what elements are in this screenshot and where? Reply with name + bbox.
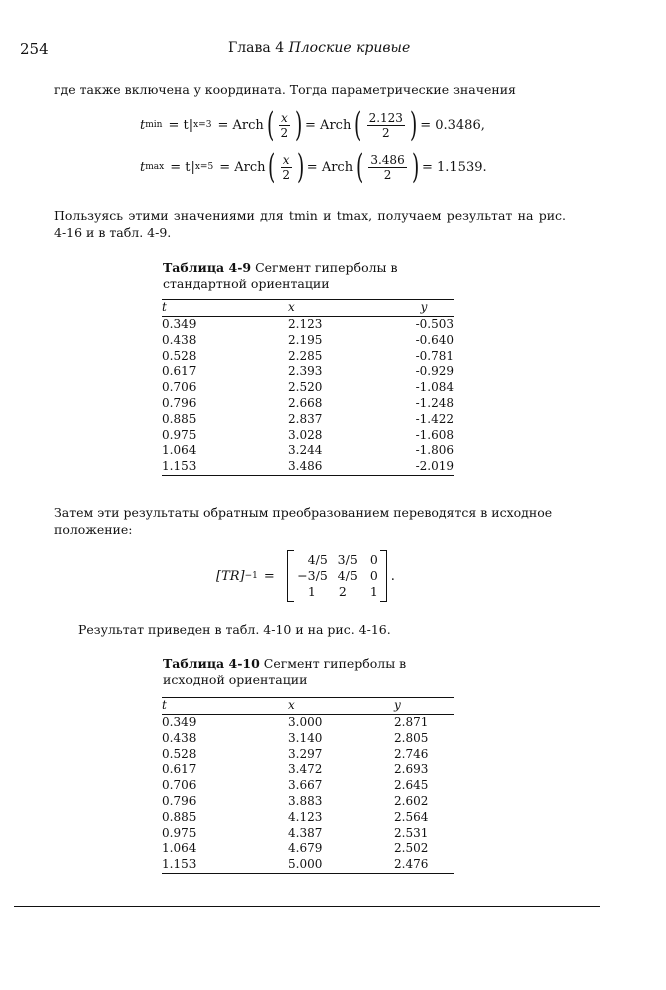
cell-y: 2.746	[394, 746, 429, 761]
table-row	[162, 810, 454, 826]
matrix-exponent: −1	[244, 571, 258, 581]
cell-x: 3.140	[288, 730, 323, 745]
frac-denominator: 2	[383, 167, 392, 182]
table-row	[162, 380, 454, 396]
cell-t: 0.796	[162, 395, 197, 410]
cell-t: 0.349	[162, 715, 197, 729]
col-header-y: y	[420, 300, 428, 314]
cell-y: -1.084	[415, 380, 454, 395]
cell-t: 0.706	[162, 380, 197, 395]
cell-x: 3.883	[288, 793, 323, 808]
eq-tmax-lhs: t	[140, 159, 146, 175]
paren-right: )	[409, 105, 418, 145]
matrix-grid	[294, 552, 380, 600]
table-row	[162, 762, 454, 778]
col-header-y: y	[394, 698, 401, 712]
cell-x: 2.668	[288, 395, 323, 410]
eq-tmax-frac2	[368, 153, 406, 182]
cell-x: 3.000	[288, 715, 323, 729]
cell-x: 3.486	[288, 459, 394, 475]
cell-x: 2.285	[288, 348, 323, 363]
cell-x: 4.679	[288, 841, 323, 856]
cell-x: 3.472	[288, 762, 323, 777]
eq-tmin-arch2: = Arch	[305, 117, 352, 133]
table-row	[162, 396, 454, 412]
col-header-t: t	[162, 698, 167, 712]
frac-denominator: 2	[280, 125, 289, 140]
eq-tmax-cond: x=5	[194, 162, 214, 172]
matrix-cell: 0	[369, 552, 378, 567]
paren-left: (	[356, 147, 364, 187]
paren-right: )	[296, 147, 304, 187]
cell-t: 0.975	[162, 825, 197, 840]
cell-y: 2.805	[394, 730, 429, 745]
cell-t: 0.706	[162, 778, 197, 793]
cell-y: 2.645	[394, 778, 429, 793]
table-row	[162, 778, 454, 794]
eq-tmin-arch1: = Arch	[217, 117, 264, 133]
table-row	[162, 349, 454, 365]
frac-numerator: x	[280, 110, 288, 125]
matrix-cell: 3/5	[337, 552, 358, 567]
cell-t: 0.438	[162, 730, 197, 745]
running-head	[228, 40, 410, 56]
matrix-lhs: [TR]	[216, 568, 245, 584]
paren-right: )	[294, 105, 303, 145]
eq-tmax-arch1: = Arch	[219, 159, 266, 175]
table-row	[162, 715, 454, 731]
table2-caption-text: Сегмент гиперболы в исходной ориентации	[163, 656, 407, 687]
matrix-equals: =	[263, 568, 275, 584]
paragraph-transform: Затем эти результаты обратным преобразованием переводятся в исходное положение:	[54, 505, 553, 537]
cell-y: -1.248	[415, 395, 454, 410]
table-row	[162, 428, 454, 444]
equation-tmin	[140, 105, 485, 145]
cell-t: 0.438	[162, 332, 197, 347]
cell-x: 3.028	[288, 427, 323, 442]
eq-tmax-frac1	[281, 153, 292, 182]
page-number: 254	[20, 40, 49, 58]
cell-x: 4.123	[288, 809, 323, 824]
table-row	[162, 857, 454, 873]
cell-t: 1.153	[162, 459, 288, 475]
cell-t: 1.064	[162, 443, 197, 458]
table-row	[162, 317, 454, 333]
eq-tmax-arch2: = Arch	[306, 159, 354, 175]
cell-y: -1.608	[415, 427, 454, 442]
chapter-title: Плоские кривые	[288, 40, 411, 56]
table-header-row	[162, 300, 454, 317]
cell-x: 2.520	[288, 380, 323, 395]
table-row	[162, 794, 454, 810]
eq-tmin-lhs: t	[140, 117, 146, 133]
table-row	[162, 412, 454, 428]
bracket-right	[380, 550, 387, 602]
cell-t: 1.153	[162, 857, 288, 873]
table2-caption	[163, 656, 455, 688]
cell-t: 0.528	[162, 746, 197, 761]
table-row	[162, 747, 454, 763]
eq-tmin-cond: x=3	[193, 120, 212, 130]
col-header-x: x	[288, 698, 295, 712]
cell-y: 2.693	[394, 762, 429, 777]
cell-x: 3.244	[288, 443, 323, 458]
cell-t: 0.617	[162, 364, 197, 379]
matrix-cell: 4/5	[337, 568, 358, 583]
cell-x: 2.123	[288, 317, 323, 331]
paragraph-results: Пользуясь этими значениями для tmin и tmax, получаем результат на рис. 4-16 и в табл. 4-9.	[54, 208, 566, 240]
matrix-cell: 2	[338, 584, 347, 599]
bracket-left	[287, 550, 294, 602]
matrix-cell: 1	[369, 584, 378, 599]
equation-tmax	[140, 147, 487, 187]
matrix-cell: 0	[369, 568, 378, 583]
frac-numerator: 3.486	[370, 152, 405, 167]
eq-tmin-result: = 0.3486,	[420, 117, 485, 133]
cell-x: 4.387	[288, 825, 323, 840]
frac-numerator: 2.123	[368, 110, 403, 125]
matrix-cell: −3/5	[297, 568, 328, 583]
cell-y: 2.502	[394, 841, 429, 856]
cell-y: -2.019	[394, 459, 454, 475]
cell-t: 0.617	[162, 762, 197, 777]
table1-label: Таблица 4-9	[163, 260, 252, 275]
frac-denominator: 2	[381, 125, 390, 140]
table-row	[162, 731, 454, 747]
cell-y: -0.503	[415, 317, 454, 331]
paren-left: (	[268, 147, 276, 187]
bottom-rule	[14, 906, 600, 907]
table-row	[162, 443, 454, 459]
cell-x: 3.297	[288, 746, 323, 761]
paren-left: (	[354, 105, 362, 145]
eq-tmin-lhs-sub: min	[145, 120, 163, 130]
table-header-row	[162, 698, 454, 715]
table1-caption-text: Сегмент гиперболы в стандартной ориентации	[163, 260, 398, 291]
chapter-label: Глава 4	[228, 40, 285, 56]
cell-x: 3.667	[288, 778, 323, 793]
frac-denominator: 2	[282, 167, 290, 182]
cell-y: 2.871	[394, 715, 429, 729]
eq-tmax-eq: = t|	[170, 159, 195, 175]
cell-y: -0.640	[415, 332, 454, 347]
cell-t: 0.885	[162, 411, 197, 426]
table1	[162, 299, 454, 476]
cell-t: 0.796	[162, 793, 197, 808]
cell-y: -0.929	[415, 364, 454, 379]
paren-left: (	[266, 105, 274, 145]
table-row	[162, 364, 454, 380]
cell-t: 0.528	[162, 348, 197, 363]
table-row	[162, 459, 454, 475]
eq-tmin-frac1	[279, 111, 290, 140]
cell-y: 2.531	[394, 825, 429, 840]
table-row	[162, 841, 454, 857]
paragraph-intro: где также включена y координата. Тогда параметрические значения	[54, 82, 516, 97]
eq-tmin-frac2	[367, 111, 405, 140]
frac-numerator: x	[282, 152, 290, 167]
cell-t: 0.349	[162, 317, 197, 331]
eq-tmax-result: = 1.1539.	[421, 159, 487, 175]
eq-tmin-eq: = t|	[168, 117, 194, 133]
cell-t: 0.975	[162, 427, 197, 442]
paragraph-result-ref: Результат приведен в табл. 4-10 и на рис. 4-16.	[78, 622, 391, 637]
cell-y: 2.602	[394, 793, 429, 808]
cell-x: 2.195	[288, 332, 323, 347]
table2-label: Таблица 4-10	[163, 656, 260, 671]
matrix-cell: 4/5	[307, 552, 328, 567]
cell-x: 5.000	[288, 857, 394, 873]
cell-y: -1.422	[415, 411, 454, 426]
cell-x: 2.837	[288, 411, 323, 426]
table-row	[162, 333, 454, 349]
table2	[162, 697, 454, 874]
cell-y: 2.564	[394, 809, 429, 824]
cell-x: 2.393	[288, 364, 323, 379]
cell-y: -1.806	[415, 443, 454, 458]
cell-t: 0.885	[162, 809, 197, 824]
paren-right: )	[411, 147, 419, 187]
matrix-equation	[216, 550, 395, 602]
col-header-t: t	[162, 300, 167, 314]
col-header-x: x	[288, 300, 295, 314]
cell-y: 2.476	[394, 857, 454, 873]
eq-tmax-lhs-sub: max	[145, 162, 165, 172]
table1-caption	[163, 260, 455, 292]
cell-y: -0.781	[415, 348, 454, 363]
matrix-cell: 1	[307, 584, 316, 599]
table-row	[162, 826, 454, 842]
cell-t: 1.064	[162, 841, 197, 856]
matrix-period: .	[390, 568, 395, 584]
